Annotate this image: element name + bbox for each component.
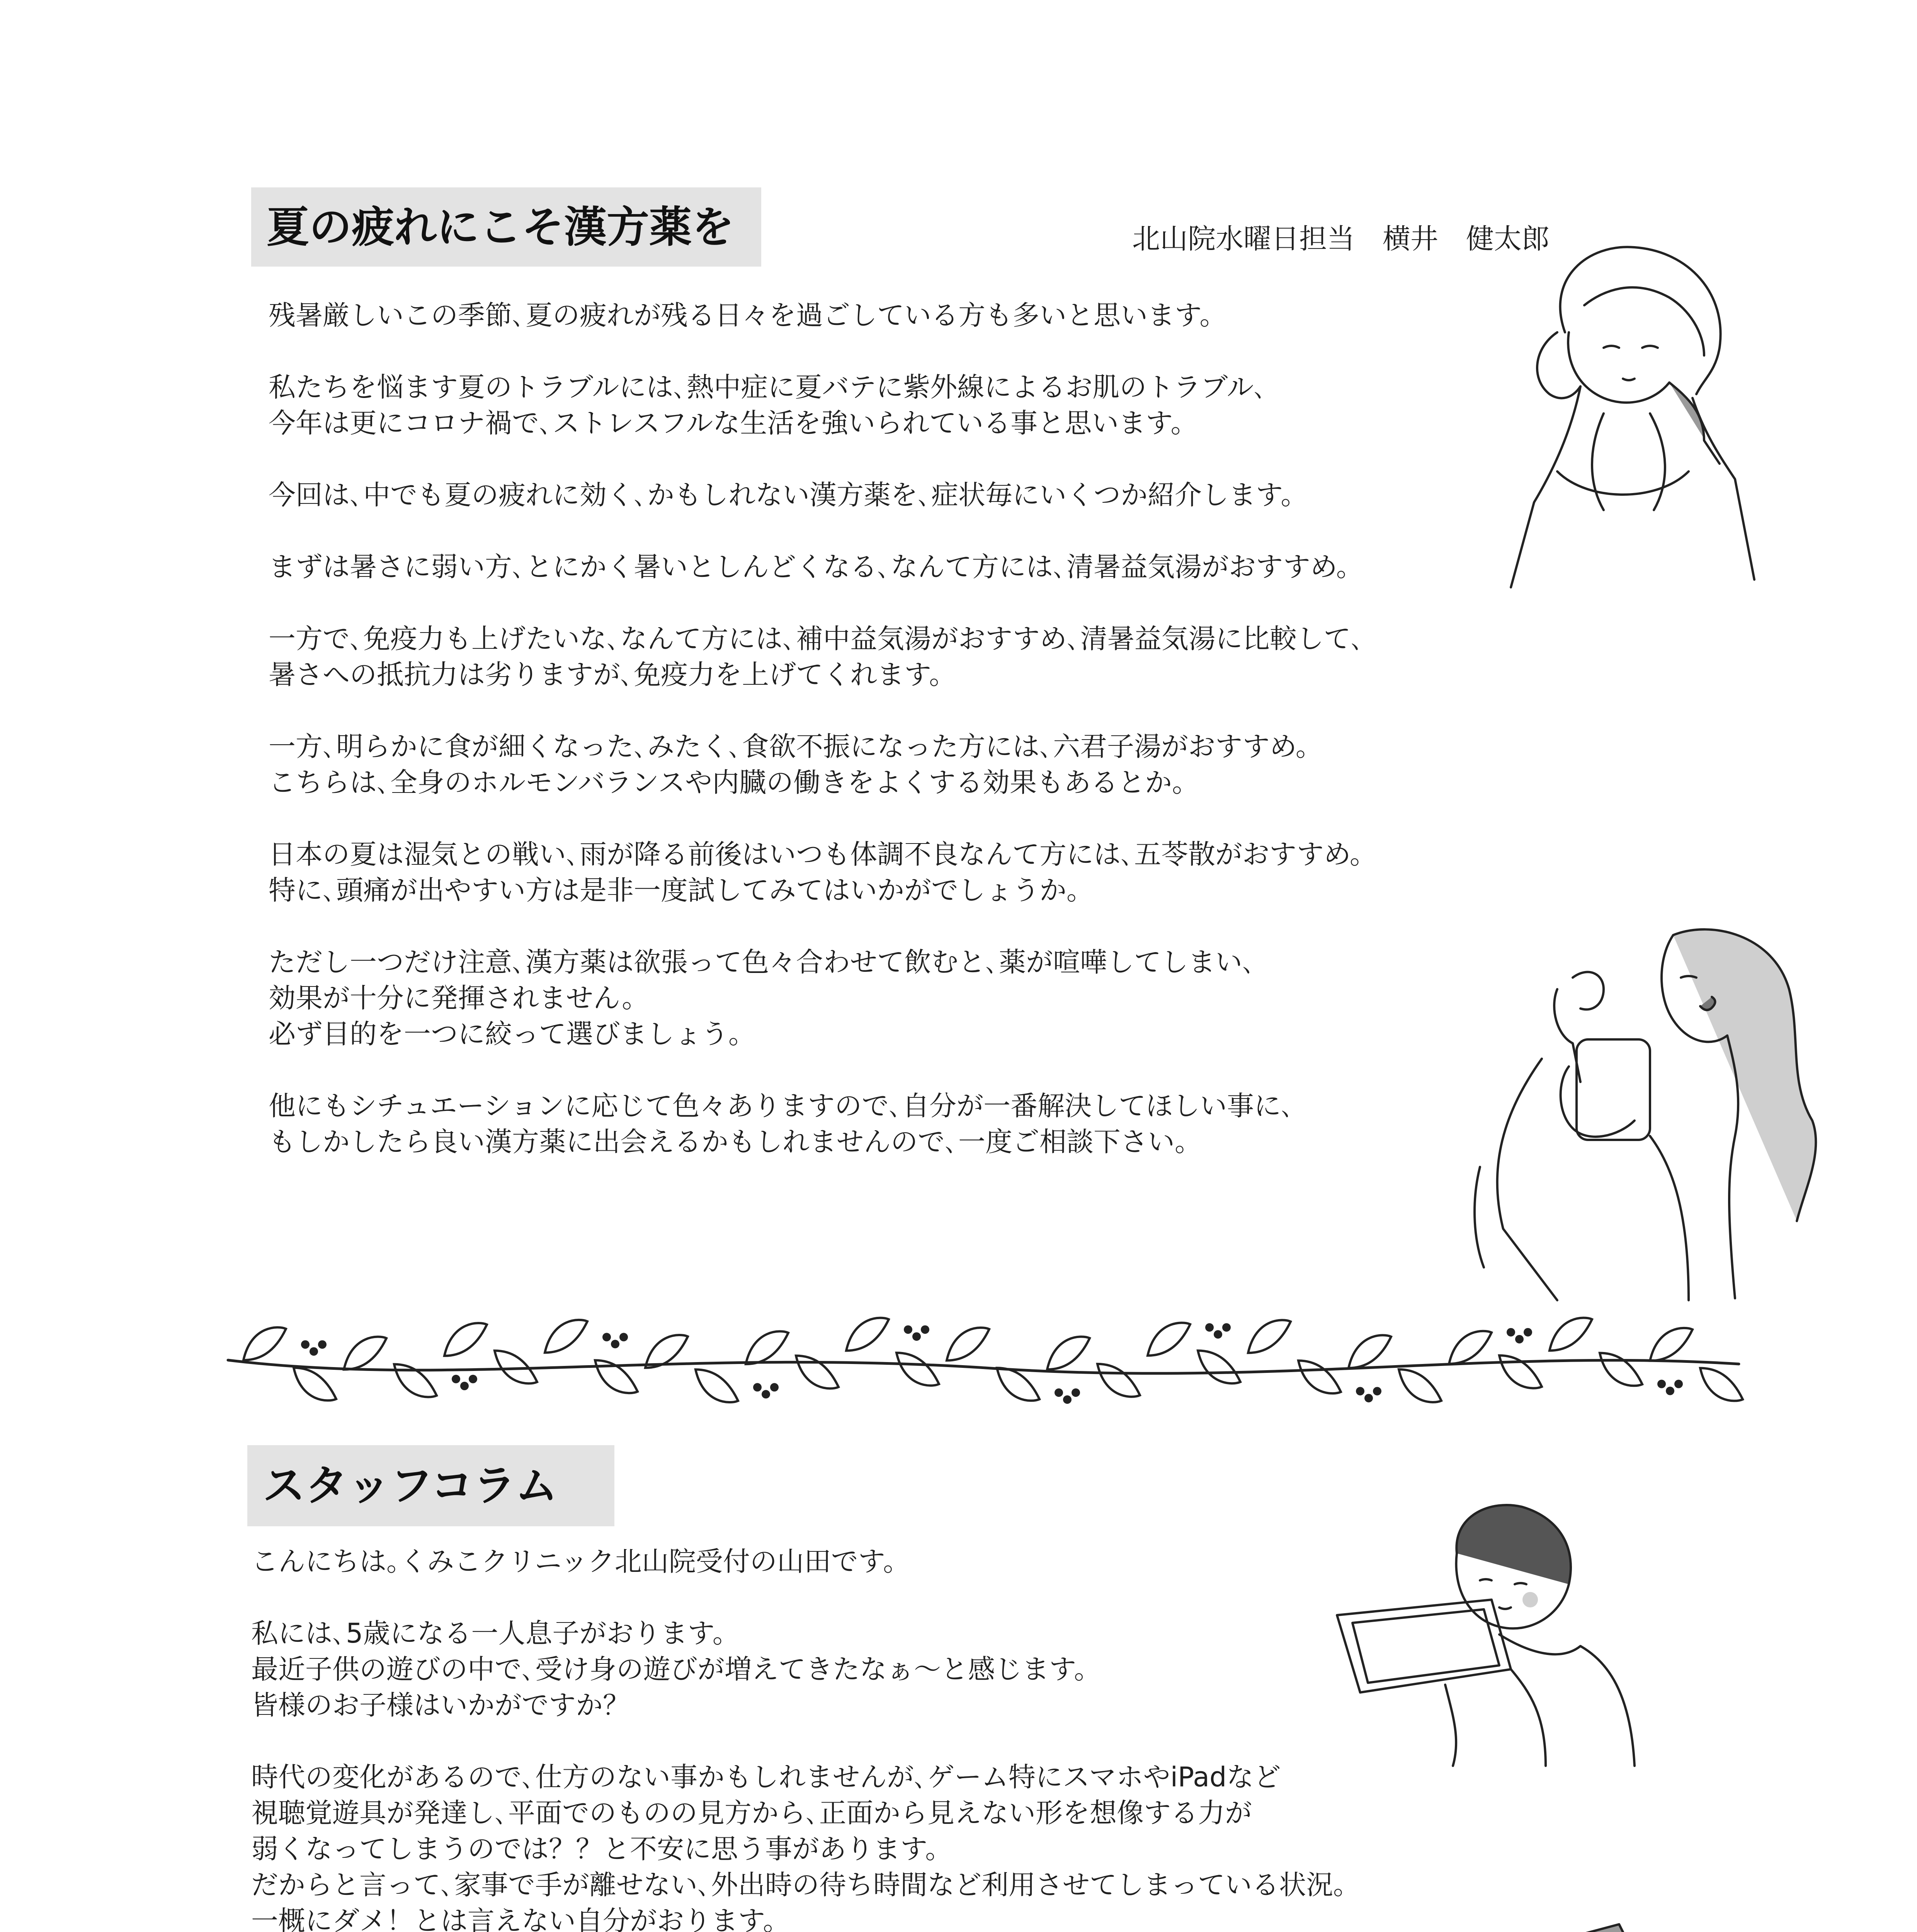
woman-headache-illustration bbox=[1488, 232, 1758, 599]
vine-berry bbox=[1666, 1387, 1674, 1395]
vine-berry bbox=[753, 1383, 762, 1391]
article-line: 残暑厳しいこの季節､夏の疲れが残る日々を過ごしている方も多いと思います。 bbox=[269, 299, 1227, 331]
article-title-text: 夏の疲れにこそ漢方薬を bbox=[267, 202, 734, 252]
article-line: ただし一つだけ注意､漢方薬は欲張って色々合わせて飲むと､薬が喧嘩してしまい､ bbox=[269, 946, 1256, 978]
vine-leaf bbox=[1600, 1353, 1642, 1386]
vine-berry bbox=[469, 1375, 477, 1383]
article-line: 一方､明らかに食が細くなった､みたく､食欲不振になった方には､六君子湯がおすすめ。 bbox=[269, 731, 1323, 762]
vine-berry bbox=[318, 1340, 327, 1349]
vine-berry bbox=[912, 1332, 921, 1341]
column-line: 私には､5歳になる一人息子がおります。 bbox=[251, 1617, 740, 1649]
vine-berry bbox=[310, 1347, 318, 1356]
vine-berry bbox=[1214, 1330, 1222, 1338]
vine-leaf bbox=[243, 1327, 286, 1360]
column-line: こんにちは｡くみこクリニック北山院受付の山田です。 bbox=[251, 1546, 910, 1577]
column-title bbox=[247, 1445, 614, 1526]
article-line: 特に､頭痛が出やすい方は是非一度試してみてはいかがでしょうか。 bbox=[269, 874, 1094, 906]
vine-berry bbox=[770, 1383, 779, 1391]
article-paragraph bbox=[269, 549, 1544, 585]
vine-berry bbox=[1072, 1388, 1080, 1397]
vine-leaf bbox=[1650, 1328, 1692, 1361]
column-line: 弱くなってしまうのでは？？と不安に思う事があります。 bbox=[251, 1833, 953, 1865]
woman-taking-medicine-illustration bbox=[1441, 920, 1828, 1302]
column-line: 一概にダメ！とは言えない自分がおります。 bbox=[251, 1905, 790, 1932]
vine-berry bbox=[1364, 1394, 1373, 1402]
column-title-text: スタッフコラム bbox=[263, 1461, 558, 1510]
vine-berry bbox=[1055, 1388, 1063, 1397]
article-line: 私たちを悩ます夏のトラブルには､熱中症に夏バテに紫外線によるお肌のトラブル､ bbox=[269, 371, 1267, 403]
vine-leaf bbox=[846, 1318, 889, 1351]
boy-with-tablet-illustration bbox=[1329, 1499, 1638, 1770]
column-line: 皆様のお子様はいかがですか？ bbox=[251, 1689, 630, 1721]
vine-berry bbox=[619, 1333, 628, 1341]
vine-leaf bbox=[1198, 1350, 1240, 1383]
vine-berry bbox=[301, 1340, 310, 1349]
article-line: 一方で､免疫力も上げたいな､なんて方には､補中益気湯がおすすめ､清暑益気湯に比較して､ bbox=[269, 623, 1364, 655]
article-paragraph bbox=[269, 369, 1544, 441]
vine-berry bbox=[1674, 1380, 1683, 1388]
article-byline: 北山院水曜日担当 横井 健太郎 bbox=[1132, 223, 1550, 255]
vine-berry bbox=[1515, 1335, 1524, 1344]
article-line: 日本の夏は湿気との戦い､雨が降る前後はいつも体調不良なんて方には､五苓散がおすすめ。 bbox=[269, 838, 1377, 870]
vine-leaf bbox=[796, 1356, 839, 1389]
article-line: こちらは､全身のホルモンバランスや内臓の働きをよくする効果もあるとか。 bbox=[269, 767, 1199, 798]
article-title bbox=[251, 187, 761, 267]
vine-leaf bbox=[1349, 1335, 1391, 1368]
vine-berry bbox=[921, 1325, 929, 1334]
vine-berry bbox=[1205, 1323, 1214, 1332]
article-paragraph bbox=[269, 837, 1544, 908]
vine-leaf bbox=[344, 1337, 386, 1370]
vine-berry bbox=[1524, 1328, 1532, 1337]
vine-leaf bbox=[1700, 1368, 1743, 1401]
vine-berry bbox=[1657, 1380, 1666, 1388]
vine-leaf bbox=[696, 1369, 738, 1402]
vine-berry bbox=[1373, 1387, 1381, 1395]
article-paragraph bbox=[269, 298, 1544, 333]
vine-berry bbox=[1356, 1387, 1364, 1395]
column-paragraph bbox=[251, 1759, 1720, 1932]
vine-leaf bbox=[545, 1320, 587, 1353]
vine-leaf bbox=[1449, 1331, 1492, 1364]
article-line: 他にもシチュエーションに応じて色々ありますので､自分が一番解決してほしい事に､ bbox=[269, 1090, 1295, 1122]
vine-berry bbox=[762, 1390, 770, 1398]
vine-leaf bbox=[1097, 1364, 1140, 1397]
article-paragraph bbox=[269, 477, 1544, 513]
vine-berry bbox=[452, 1375, 460, 1383]
vine-leaf bbox=[997, 1368, 1039, 1401]
article-line: 必ず目的を一つに絞って選びましょう。 bbox=[269, 1018, 755, 1050]
article-line: 今回は､中でも夏の疲れに効く､かもしれない漢方薬を､症状毎にいくつか紹介します。 bbox=[269, 479, 1308, 511]
article-paragraph bbox=[269, 944, 1544, 1052]
vine-leaf bbox=[1298, 1361, 1341, 1393]
vine-leaf bbox=[1248, 1320, 1291, 1353]
vine-berry bbox=[602, 1333, 611, 1341]
article-paragraph bbox=[269, 621, 1544, 693]
column-line: 最近子供の遊びの中で､受け身の遊びが増えてきたなぁ～と感じます。 bbox=[251, 1653, 1101, 1685]
vine-leaf bbox=[1399, 1369, 1441, 1402]
vine-berry bbox=[611, 1340, 619, 1348]
vine-leaf bbox=[444, 1323, 487, 1356]
vine-leaf bbox=[1148, 1323, 1190, 1355]
dice-illustration bbox=[1465, 1917, 1785, 1932]
vine-berry bbox=[1063, 1395, 1072, 1404]
vine-berry bbox=[460, 1382, 469, 1390]
article-line: まずは暑さに弱い方､とにかく暑いとしんどくなる､なんて方には､清暑益気湯がおすすめ。 bbox=[269, 551, 1363, 583]
article-line: 今年は更にコロナ禍で､ストレスフルな生活を強いられている事と思います。 bbox=[269, 407, 1198, 439]
vine-leaf bbox=[294, 1368, 336, 1401]
column-line: 時代の変化があるので､仕方のない事かもしれませんが､ゲーム特にスマホやiPadなど bbox=[251, 1761, 1281, 1793]
article-line: 暑さへの抵抗力は劣りますが､免疫力を上げてくれます。 bbox=[269, 659, 956, 690]
vine-leaf bbox=[1550, 1318, 1592, 1351]
article-paragraph bbox=[269, 1088, 1544, 1160]
vine-leaf bbox=[1047, 1337, 1090, 1369]
column-line: だからと言って､家事で手が離せない､外出時の待ち時間など利用させてしまっている状況。 bbox=[251, 1869, 1360, 1901]
vine-berry bbox=[904, 1325, 912, 1334]
article-paragraph bbox=[269, 729, 1544, 801]
article-body bbox=[269, 298, 1544, 1160]
vine-leaf bbox=[896, 1353, 939, 1386]
column-line: 視聴覚遊具が発達し､平面でのものの見方から､正面から見えない形を想像する力が bbox=[251, 1797, 1252, 1829]
leaf-vine-divider bbox=[220, 1302, 1747, 1437]
article-line: もしかしたら良い漢方薬に出会えるかもしれませんので､一度ご相談下さい。 bbox=[269, 1126, 1202, 1158]
vine-berry bbox=[1507, 1328, 1515, 1337]
vine-berry bbox=[1222, 1323, 1231, 1332]
vine-leaf bbox=[947, 1328, 989, 1361]
article-line: 効果が十分に発揮されません。 bbox=[269, 982, 649, 1014]
vine-leaf bbox=[746, 1331, 788, 1364]
